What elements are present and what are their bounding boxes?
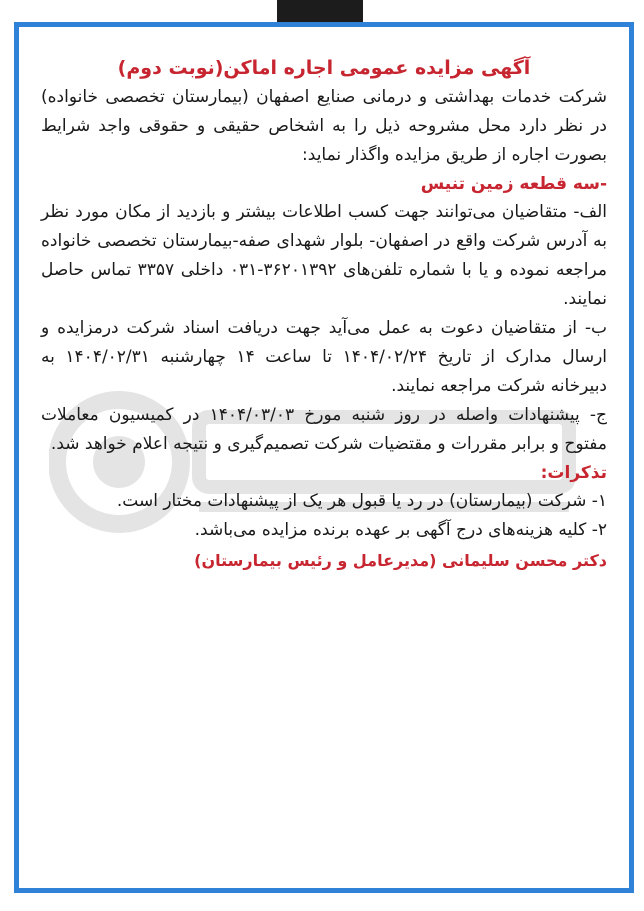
signature: دکتر محسن سلیمانی (مدیرعامل و رئیس بیمارستان) <box>194 551 607 570</box>
top-tab-mark <box>277 0 363 22</box>
item-heading: -سه قطعه زمین تنیس <box>420 174 607 194</box>
clause-b: ب- از متقاضیان دعوت به عمل می‌آید جهت دریافت اسناد شرکت درمزایده و ارسال مدارک از تاریخ ۱۴۰۴/۰۲/۲۴ تا ساعت ۱۴ چهارشنبه ۱۴۰۴/۰۲/۳۱ به دبیرخانه شرکت مراجعه نمایند. <box>41 318 608 396</box>
notice-body <box>41 55 607 575</box>
clause-c: ج- پیشنهادات واصله در روز شنبه مورخ ۱۴۰۴/۰۳/۰۳ در کمیسیون معاملات مفتوح و برابر مقررات و مقتضیات شرکت تصمیم‌گیری و نتیجه اعلام خواهد شد. <box>41 405 607 454</box>
notes-heading: تذکرات: <box>540 463 607 483</box>
clause-a: الف- متقاضیان می‌توانند جهت کسب اطلاعات بیشتر و بازدید از مکان مورد نظر به آدرس شرکت واقع در اصفهان- بلوار شهدای صفه-بیمارستان تخصصی خانواده مراجعه نموده و یا با شماره تلفن‌های ۳۶۲۰۱۳۹۲-۰۳۱ داخلی ۳۳۵۷ تماس حاصل نمایند. <box>41 202 607 309</box>
note-1: ۱- شرکت (بیمارستان) در رد یا قبول هر یک از پیشنهادات مختار است. <box>116 491 607 511</box>
notice-title: آگهی مزایده عمومی اجاره اماکن(نوبت دوم) <box>117 57 531 79</box>
notice-intro: شرکت خدمات بهداشتی و درمانی صنایع اصفهان (بیمارستان تخصصی خانواده) در نظر دارد محل مشروحه ذیل را به اشخاص حقیقی و حقوقی واجد شرایط بصورت اجاره از طریق مزایده واگذار نماید: <box>41 87 607 165</box>
notice-frame <box>14 22 634 893</box>
note-2: ۲- کلیه هزینه‌های درج آگهی بر عهده برنده مزایده می‌باشد. <box>194 520 607 540</box>
